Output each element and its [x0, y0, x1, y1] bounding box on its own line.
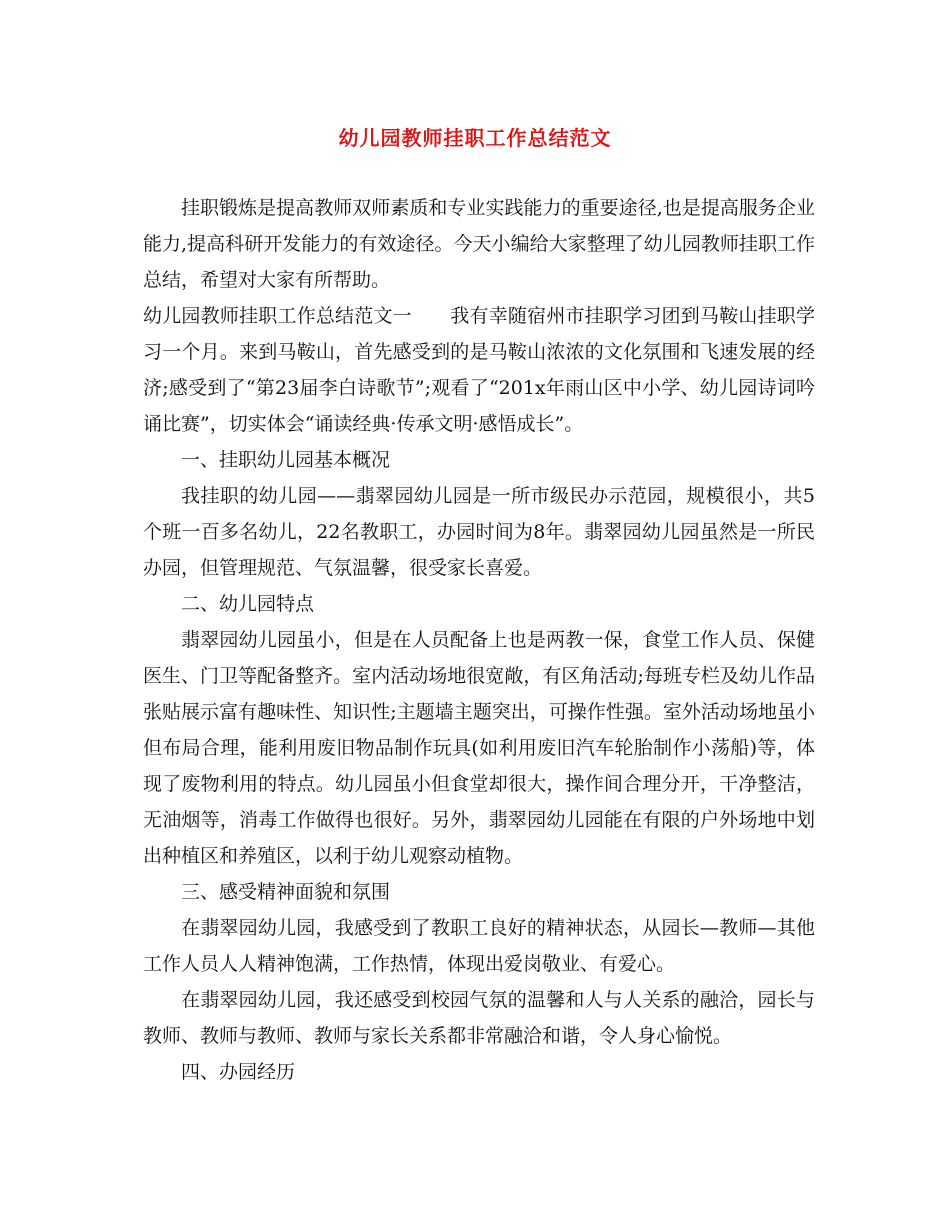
paragraph-article-one-opening: 幼儿园教师挂职工作总结范文一 我有幸随宿州市挂职学习团到马鞍山挂职学习一个月。来到马鞍山，首先感受到的是马鞍山浓浓的文化氛围和飞速发展的经济;感受到了“第23届李白诗歌节”;观看了“201x年雨山区中小学、幼儿园诗词吟诵比赛”，切实体会“诵读经典·传承文明·感悟成长”。	[143, 305, 815, 435]
paragraph-features: 翡翠园幼儿园虽小，但是在人员配备上也是两教一保，食堂工作人员、保健医生、门卫等配备整齐。室内活动场地很宽敞，有区角活动;每班专栏及幼儿作品张贴展示富有趣味性、知识性;主题墙主题突出，可操作性强。室外活动场地虽小但布局合理，能利用废旧物品制作玩具(如利用废旧汽车轮胎制作小荡船)等，体现了废物利用的特点。幼儿园虽小但食堂却很大，操作间合理分开，干净整洁，无油烟等，消毒工作做得也很好。另外，翡翠园幼儿园能在有限的户外场地中划出种植区和养殖区，以利于幼儿观察动植物。	[143, 629, 815, 867]
paragraph-atmosphere-relations: 在翡翠园幼儿园，我还感受到校园气氛的温馨和人与人关系的融洽，园长与教师、教师与教师、教师与家长关系都非常融洽和谐，令人身心愉悦。	[143, 989, 815, 1047]
paragraph-intro: 挂职锻炼是提高教师双师素质和专业实践能力的重要途径,也是提高服务企业能力,提高科研开发能力的有效途径。今天小编给大家整理了幼儿园教师挂职工作总结，希望对大家有所帮助。	[143, 197, 815, 291]
section-heading-history: 四、办园经历	[181, 1061, 296, 1083]
paragraph-overview: 我挂职的幼儿园——翡翠园幼儿园是一所市级民办示范园，规模很小，共5个班一百多名幼儿，22名教职工，办园时间为8年。翡翠园幼儿园虽然是一所民办园，但管理规范、气氛温馨，很受家长喜爱。	[143, 485, 815, 579]
document-body	[143, 190, 815, 1090]
section-heading-features: 二、幼儿园特点	[181, 593, 315, 615]
section-heading-overview: 一、挂职幼儿园基本概况	[181, 449, 391, 471]
document-title: 幼儿园教师挂职工作总结范文	[338, 126, 612, 150]
paragraph-atmosphere-staff: 在翡翠园幼儿园，我感受到了教职工良好的精神状态，从园长—教师—其他工作人员人人精神饱满，工作热情，体现出爱岗敬业、有爱心。	[143, 917, 815, 975]
section-heading-atmosphere: 三、感受精神面貌和氛围	[181, 881, 391, 903]
